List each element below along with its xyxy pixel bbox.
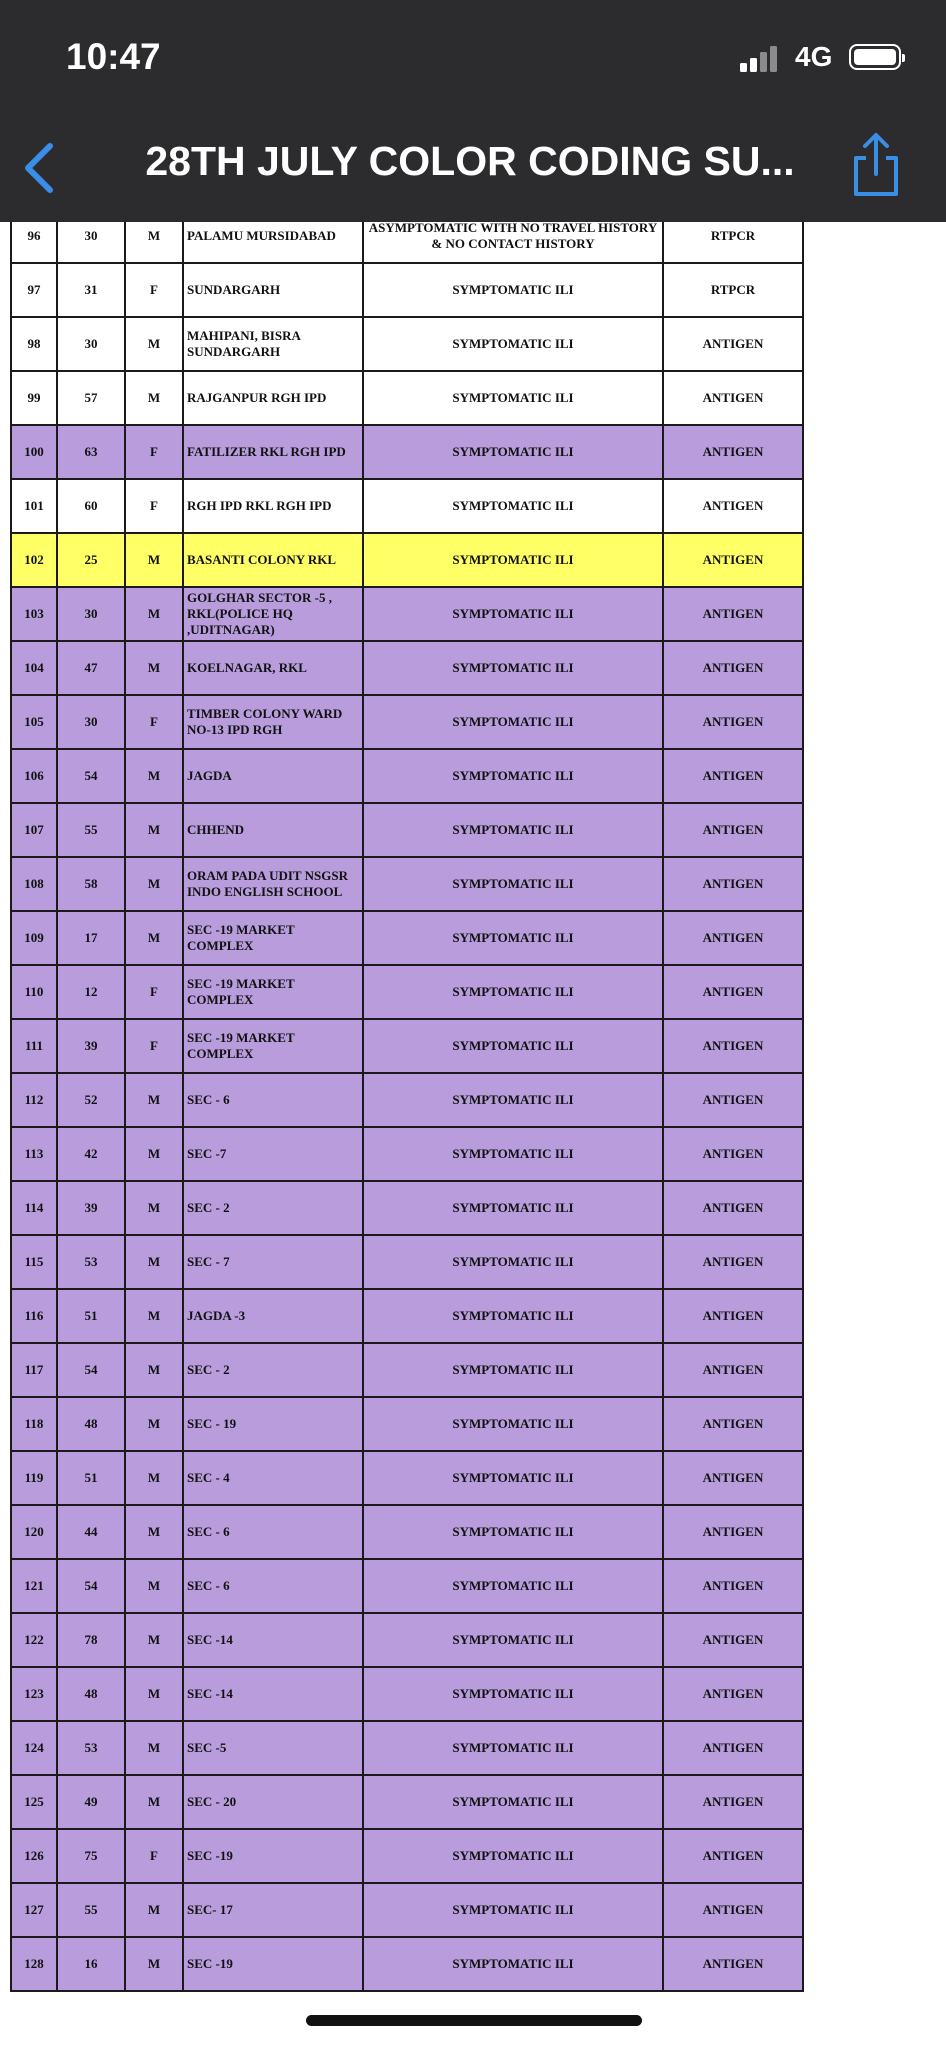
table-row bbox=[11, 263, 803, 317]
status-cell: SYMPTOMATIC ILI bbox=[363, 803, 663, 857]
age-cell: 55 bbox=[57, 803, 125, 857]
serial-cell: 118 bbox=[11, 1397, 57, 1451]
serial-cell: 108 bbox=[11, 857, 57, 911]
sex-cell: M bbox=[125, 1343, 183, 1397]
location-cell: SEC - 6 bbox=[183, 1505, 363, 1559]
battery-icon bbox=[849, 44, 901, 70]
table-row bbox=[11, 317, 803, 371]
serial-cell: 121 bbox=[11, 1559, 57, 1613]
sex-cell: M bbox=[125, 533, 183, 587]
age-cell: 63 bbox=[57, 425, 125, 479]
sex-cell: F bbox=[125, 263, 183, 317]
age-cell: 78 bbox=[57, 1613, 125, 1667]
serial-cell: 104 bbox=[11, 641, 57, 695]
sex-cell: M bbox=[125, 911, 183, 965]
network-type: 4G bbox=[795, 41, 833, 72]
serial-cell: 99 bbox=[11, 371, 57, 425]
status-cell: SYMPTOMATIC ILI bbox=[363, 857, 663, 911]
serial-cell: 128 bbox=[11, 1937, 57, 1991]
sex-cell: M bbox=[125, 222, 183, 263]
document-view[interactable] bbox=[0, 222, 946, 2048]
status-cell: ASYMPTOMATIC WITH NO TRAVEL HISTORY & NO CONTACT HISTORY bbox=[363, 222, 663, 263]
location-cell: KOELNAGAR, RKL bbox=[183, 641, 363, 695]
location-cell: FATILIZER RKL RGH IPD bbox=[183, 425, 363, 479]
age-cell: 57 bbox=[57, 371, 125, 425]
age-cell: 30 bbox=[57, 222, 125, 263]
test-type-cell: ANTIGEN bbox=[663, 1073, 803, 1127]
sex-cell: M bbox=[125, 1613, 183, 1667]
age-cell: 49 bbox=[57, 1775, 125, 1829]
test-type-cell: RTPCR bbox=[663, 263, 803, 317]
location-cell: RAJGANPUR RGH IPD bbox=[183, 371, 363, 425]
serial-cell: 102 bbox=[11, 533, 57, 587]
status-cell: SYMPTOMATIC ILI bbox=[363, 1127, 663, 1181]
table-row bbox=[11, 1667, 803, 1721]
sex-cell: M bbox=[125, 587, 183, 641]
test-type-cell: ANTIGEN bbox=[663, 1775, 803, 1829]
serial-cell: 109 bbox=[11, 911, 57, 965]
table-row bbox=[11, 1721, 803, 1775]
location-cell: SEC - 2 bbox=[183, 1181, 363, 1235]
sex-cell: M bbox=[125, 1127, 183, 1181]
home-indicator bbox=[306, 2015, 642, 2026]
serial-cell: 122 bbox=[11, 1613, 57, 1667]
status-cell: SYMPTOMATIC ILI bbox=[363, 1289, 663, 1343]
status-cell: SYMPTOMATIC ILI bbox=[363, 587, 663, 641]
sex-cell: M bbox=[125, 1397, 183, 1451]
test-type-cell: ANTIGEN bbox=[663, 1937, 803, 1991]
table-row bbox=[11, 1613, 803, 1667]
location-cell: JAGDA -3 bbox=[183, 1289, 363, 1343]
location-cell: SEC -19 MARKET COMPLEX bbox=[183, 1019, 363, 1073]
location-cell: SEC - 6 bbox=[183, 1073, 363, 1127]
age-cell: 60 bbox=[57, 479, 125, 533]
table-row bbox=[11, 222, 803, 263]
location-cell: SEC -14 bbox=[183, 1613, 363, 1667]
status-cell: SYMPTOMATIC ILI bbox=[363, 1235, 663, 1289]
status-bar bbox=[0, 0, 946, 115]
table-row bbox=[11, 857, 803, 911]
table-row bbox=[11, 1181, 803, 1235]
age-cell: 17 bbox=[57, 911, 125, 965]
status-cell: SYMPTOMATIC ILI bbox=[363, 1775, 663, 1829]
location-cell: SEC -19 bbox=[183, 1937, 363, 1991]
test-type-cell: ANTIGEN bbox=[663, 1019, 803, 1073]
serial-cell: 111 bbox=[11, 1019, 57, 1073]
location-cell: BASANTI COLONY RKL bbox=[183, 533, 363, 587]
table-row bbox=[11, 1235, 803, 1289]
location-cell: SEC - 20 bbox=[183, 1775, 363, 1829]
sex-cell: M bbox=[125, 317, 183, 371]
test-type-cell: ANTIGEN bbox=[663, 587, 803, 641]
table-row bbox=[11, 641, 803, 695]
location-cell: SUNDARGARH bbox=[183, 263, 363, 317]
sex-cell: M bbox=[125, 1505, 183, 1559]
table-row bbox=[11, 1883, 803, 1937]
serial-cell: 120 bbox=[11, 1505, 57, 1559]
test-type-cell: RTPCR bbox=[663, 222, 803, 263]
serial-cell: 110 bbox=[11, 965, 57, 1019]
sex-cell: M bbox=[125, 803, 183, 857]
test-type-cell: ANTIGEN bbox=[663, 1181, 803, 1235]
sex-cell: M bbox=[125, 1937, 183, 1991]
location-cell: TIMBER COLONY WARD NO-13 IPD RGH bbox=[183, 695, 363, 749]
age-cell: 25 bbox=[57, 533, 125, 587]
serial-cell: 117 bbox=[11, 1343, 57, 1397]
location-cell: RGH IPD RKL RGH IPD bbox=[183, 479, 363, 533]
table-row bbox=[11, 1937, 803, 1991]
status-cell: SYMPTOMATIC ILI bbox=[363, 425, 663, 479]
serial-cell: 116 bbox=[11, 1289, 57, 1343]
test-type-cell: ANTIGEN bbox=[663, 803, 803, 857]
chevron-left-icon bbox=[16, 136, 64, 200]
sex-cell: M bbox=[125, 749, 183, 803]
age-cell: 51 bbox=[57, 1451, 125, 1505]
sex-cell: M bbox=[125, 1559, 183, 1613]
sex-cell: M bbox=[125, 371, 183, 425]
age-cell: 30 bbox=[57, 587, 125, 641]
table-row bbox=[11, 1505, 803, 1559]
age-cell: 48 bbox=[57, 1667, 125, 1721]
location-cell: SEC -19 MARKET COMPLEX bbox=[183, 911, 363, 965]
status-cell: SYMPTOMATIC ILI bbox=[363, 371, 663, 425]
age-cell: 55 bbox=[57, 1883, 125, 1937]
sex-cell: F bbox=[125, 425, 183, 479]
age-cell: 75 bbox=[57, 1829, 125, 1883]
status-cell: SYMPTOMATIC ILI bbox=[363, 1883, 663, 1937]
age-cell: 53 bbox=[57, 1721, 125, 1775]
status-cell: SYMPTOMATIC ILI bbox=[363, 1343, 663, 1397]
table-row bbox=[11, 1451, 803, 1505]
serial-cell: 115 bbox=[11, 1235, 57, 1289]
table-row bbox=[11, 1289, 803, 1343]
sex-cell: F bbox=[125, 695, 183, 749]
test-type-cell: ANTIGEN bbox=[663, 1883, 803, 1937]
table-row bbox=[11, 911, 803, 965]
sex-cell: M bbox=[125, 1721, 183, 1775]
serial-cell: 100 bbox=[11, 425, 57, 479]
age-cell: 39 bbox=[57, 1181, 125, 1235]
sex-cell: M bbox=[125, 641, 183, 695]
test-type-cell: ANTIGEN bbox=[663, 371, 803, 425]
sex-cell: M bbox=[125, 1775, 183, 1829]
age-cell: 30 bbox=[57, 317, 125, 371]
serial-cell: 96 bbox=[11, 222, 57, 263]
sex-cell: F bbox=[125, 1829, 183, 1883]
test-type-cell: ANTIGEN bbox=[663, 1613, 803, 1667]
location-cell: ORAM PADA UDIT NSGSR INDO ENGLISH SCHOOL bbox=[183, 857, 363, 911]
age-cell: 53 bbox=[57, 1235, 125, 1289]
case-table bbox=[10, 222, 804, 1992]
location-cell: GOLGHAR SECTOR -5 , RKL(POLICE HQ ,UDITNAGAR) bbox=[183, 587, 363, 641]
sex-cell: M bbox=[125, 1667, 183, 1721]
sex-cell: M bbox=[125, 1451, 183, 1505]
status-cell: SYMPTOMATIC ILI bbox=[363, 695, 663, 749]
test-type-cell: ANTIGEN bbox=[663, 479, 803, 533]
status-cell: SYMPTOMATIC ILI bbox=[363, 1667, 663, 1721]
sex-cell: M bbox=[125, 1181, 183, 1235]
location-cell: CHHEND bbox=[183, 803, 363, 857]
status-cell: SYMPTOMATIC ILI bbox=[363, 1613, 663, 1667]
table-row bbox=[11, 1775, 803, 1829]
status-cell: SYMPTOMATIC ILI bbox=[363, 1829, 663, 1883]
serial-cell: 97 bbox=[11, 263, 57, 317]
age-cell: 51 bbox=[57, 1289, 125, 1343]
location-cell: SEC - 19 bbox=[183, 1397, 363, 1451]
location-cell: SEC -19 bbox=[183, 1829, 363, 1883]
test-type-cell: ANTIGEN bbox=[663, 533, 803, 587]
sex-cell: F bbox=[125, 965, 183, 1019]
serial-cell: 119 bbox=[11, 1451, 57, 1505]
age-cell: 44 bbox=[57, 1505, 125, 1559]
status-cell: SYMPTOMATIC ILI bbox=[363, 533, 663, 587]
back-button[interactable] bbox=[16, 136, 64, 200]
test-type-cell: ANTIGEN bbox=[663, 1559, 803, 1613]
table-row bbox=[11, 1019, 803, 1073]
test-type-cell: ANTIGEN bbox=[663, 641, 803, 695]
age-cell: 58 bbox=[57, 857, 125, 911]
location-cell: SEC - 6 bbox=[183, 1559, 363, 1613]
table-row bbox=[11, 425, 803, 479]
sex-cell: M bbox=[125, 1289, 183, 1343]
serial-cell: 114 bbox=[11, 1181, 57, 1235]
location-cell: SEC -5 bbox=[183, 1721, 363, 1775]
table-row bbox=[11, 1343, 803, 1397]
status-cell: SYMPTOMATIC ILI bbox=[363, 1019, 663, 1073]
document-title: 28TH JULY COLOR CODING SU... bbox=[145, 138, 795, 184]
age-cell: 42 bbox=[57, 1127, 125, 1181]
age-cell: 54 bbox=[57, 749, 125, 803]
status-cell: SYMPTOMATIC ILI bbox=[363, 1559, 663, 1613]
location-cell: SEC -19 MARKET COMPLEX bbox=[183, 965, 363, 1019]
serial-cell: 106 bbox=[11, 749, 57, 803]
share-icon bbox=[846, 130, 906, 200]
cellular-signal-icon bbox=[740, 44, 780, 72]
table-row bbox=[11, 479, 803, 533]
test-type-cell: ANTIGEN bbox=[663, 1343, 803, 1397]
test-type-cell: ANTIGEN bbox=[663, 857, 803, 911]
location-cell: PALAMU MURSIDABAD bbox=[183, 222, 363, 263]
age-cell: 54 bbox=[57, 1343, 125, 1397]
age-cell: 54 bbox=[57, 1559, 125, 1613]
table-row bbox=[11, 749, 803, 803]
test-type-cell: ANTIGEN bbox=[663, 1829, 803, 1883]
age-cell: 31 bbox=[57, 263, 125, 317]
location-cell: SEC -14 bbox=[183, 1667, 363, 1721]
status-cell: SYMPTOMATIC ILI bbox=[363, 1937, 663, 1991]
test-type-cell: ANTIGEN bbox=[663, 1127, 803, 1181]
table-row bbox=[11, 695, 803, 749]
status-time: 10:47 bbox=[66, 36, 161, 77]
table-row bbox=[11, 1559, 803, 1613]
test-type-cell: ANTIGEN bbox=[663, 1667, 803, 1721]
serial-cell: 125 bbox=[11, 1775, 57, 1829]
test-type-cell: ANTIGEN bbox=[663, 1289, 803, 1343]
status-cell: SYMPTOMATIC ILI bbox=[363, 749, 663, 803]
status-cell: SYMPTOMATIC ILI bbox=[363, 1505, 663, 1559]
location-cell: SEC- 17 bbox=[183, 1883, 363, 1937]
test-type-cell: ANTIGEN bbox=[663, 1235, 803, 1289]
location-cell: SEC - 4 bbox=[183, 1451, 363, 1505]
test-type-cell: ANTIGEN bbox=[663, 1505, 803, 1559]
test-type-cell: ANTIGEN bbox=[663, 317, 803, 371]
test-type-cell: ANTIGEN bbox=[663, 1397, 803, 1451]
table-row bbox=[11, 1829, 803, 1883]
location-cell: JAGDA bbox=[183, 749, 363, 803]
status-cell: SYMPTOMATIC ILI bbox=[363, 911, 663, 965]
age-cell: 12 bbox=[57, 965, 125, 1019]
test-type-cell: ANTIGEN bbox=[663, 911, 803, 965]
location-cell: SEC - 7 bbox=[183, 1235, 363, 1289]
serial-cell: 113 bbox=[11, 1127, 57, 1181]
serial-cell: 127 bbox=[11, 1883, 57, 1937]
status-cell: SYMPTOMATIC ILI bbox=[363, 965, 663, 1019]
status-cell: SYMPTOMATIC ILI bbox=[363, 641, 663, 695]
age-cell: 48 bbox=[57, 1397, 125, 1451]
status-cell: SYMPTOMATIC ILI bbox=[363, 1721, 663, 1775]
status-cell: SYMPTOMATIC ILI bbox=[363, 1181, 663, 1235]
location-cell: SEC - 2 bbox=[183, 1343, 363, 1397]
serial-cell: 126 bbox=[11, 1829, 57, 1883]
serial-cell: 123 bbox=[11, 1667, 57, 1721]
serial-cell: 103 bbox=[11, 587, 57, 641]
test-type-cell: ANTIGEN bbox=[663, 1721, 803, 1775]
sex-cell: M bbox=[125, 1235, 183, 1289]
sex-cell: M bbox=[125, 1073, 183, 1127]
age-cell: 30 bbox=[57, 695, 125, 749]
sex-cell: F bbox=[125, 479, 183, 533]
sex-cell: F bbox=[125, 1019, 183, 1073]
age-cell: 16 bbox=[57, 1937, 125, 1991]
serial-cell: 124 bbox=[11, 1721, 57, 1775]
test-type-cell: ANTIGEN bbox=[663, 1451, 803, 1505]
serial-cell: 107 bbox=[11, 803, 57, 857]
status-cell: SYMPTOMATIC ILI bbox=[363, 479, 663, 533]
status-cell: SYMPTOMATIC ILI bbox=[363, 1451, 663, 1505]
table-row bbox=[11, 803, 803, 857]
table-row bbox=[11, 1397, 803, 1451]
sex-cell: M bbox=[125, 857, 183, 911]
share-button[interactable] bbox=[846, 130, 906, 200]
table-row bbox=[11, 587, 803, 641]
table-row bbox=[11, 965, 803, 1019]
serial-cell: 101 bbox=[11, 479, 57, 533]
table-row bbox=[11, 371, 803, 425]
test-type-cell: ANTIGEN bbox=[663, 749, 803, 803]
location-cell: MAHIPANI, BISRA SUNDARGARH bbox=[183, 317, 363, 371]
serial-cell: 105 bbox=[11, 695, 57, 749]
table-row bbox=[11, 533, 803, 587]
status-cell: SYMPTOMATIC ILI bbox=[363, 1073, 663, 1127]
location-cell: SEC -7 bbox=[183, 1127, 363, 1181]
age-cell: 39 bbox=[57, 1019, 125, 1073]
serial-cell: 112 bbox=[11, 1073, 57, 1127]
status-cell: SYMPTOMATIC ILI bbox=[363, 317, 663, 371]
status-cell: SYMPTOMATIC ILI bbox=[363, 1397, 663, 1451]
sex-cell: M bbox=[125, 1883, 183, 1937]
table-row bbox=[11, 1073, 803, 1127]
serial-cell: 98 bbox=[11, 317, 57, 371]
age-cell: 47 bbox=[57, 641, 125, 695]
test-type-cell: ANTIGEN bbox=[663, 965, 803, 1019]
table-row bbox=[11, 1127, 803, 1181]
age-cell: 52 bbox=[57, 1073, 125, 1127]
test-type-cell: ANTIGEN bbox=[663, 695, 803, 749]
status-cell: SYMPTOMATIC ILI bbox=[363, 263, 663, 317]
test-type-cell: ANTIGEN bbox=[663, 425, 803, 479]
